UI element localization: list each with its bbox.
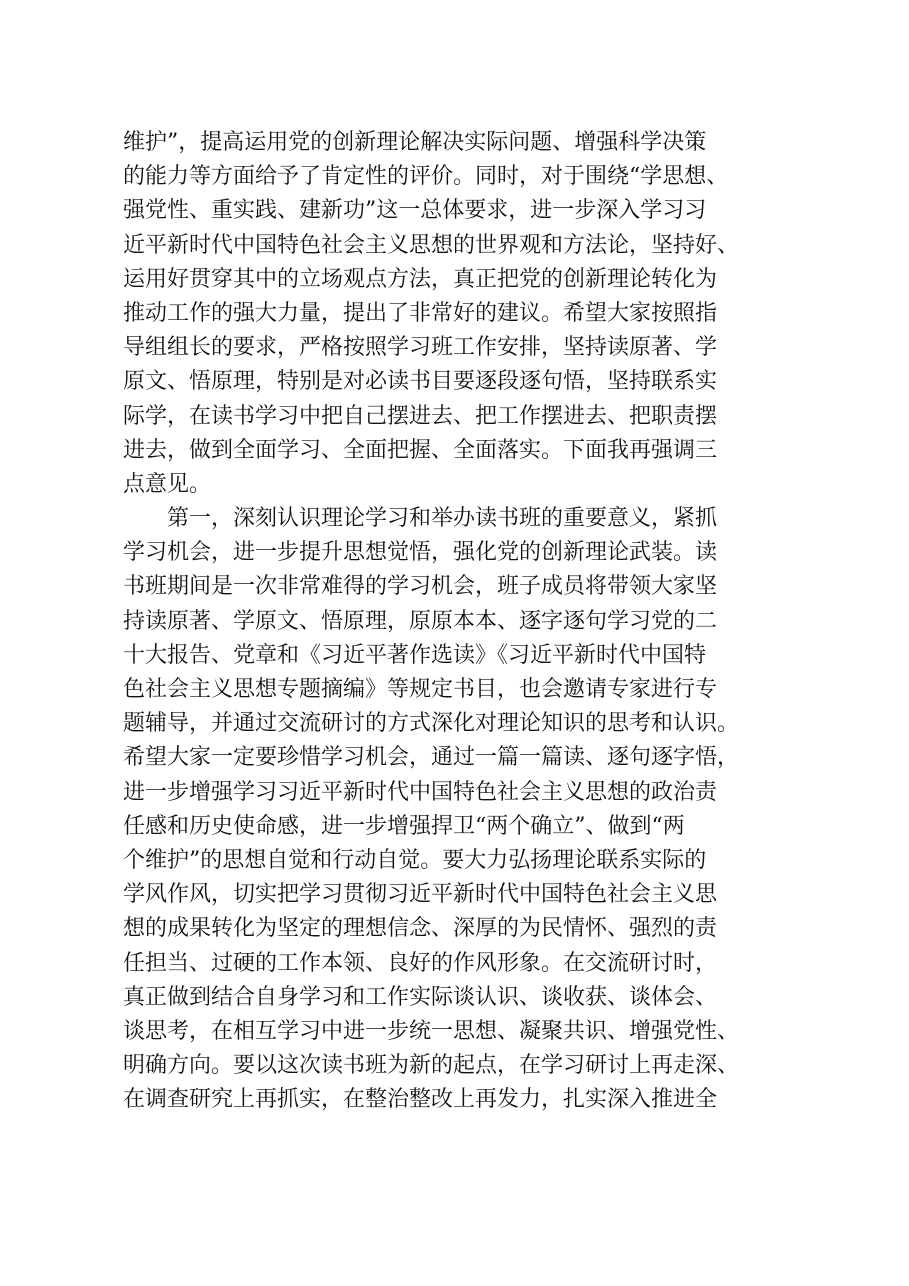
text-line: 原文、悟原理，特别是对必读书目要逐段逐句悟，坚持联系实 [123,369,718,395]
text-line: 维护”，提高运用党的创新理论解决实际问题、增强科学决策 [123,130,707,155]
text-line: 谈思考，在相互学习中进一步统一思想、凝聚共识、增强党性、 [123,1018,740,1044]
text-line: 在调查研究上再抓实，在整治整改上再发力，扎实深入推进全 [123,1087,718,1113]
text-line: 推动工作的强大力量，提出了非常好的建议。希望大家按照指 [123,300,718,326]
text-line: 书班期间是一次非常难得的学习机会，班子成员将带领大家坚 [123,574,718,600]
text-line: 色社会主义思想专题摘编》等规定书目，也会邀请专家进行专 [123,677,718,702]
text-line: 点意见。 [123,471,212,497]
text-line: 强党性、重实践、建新功”这一总体要求，进一步深入学习习 [123,198,707,224]
text-line: 的能力等方面给予了肯定性的评价。同时，对于围绕“学思想、 [123,164,729,190]
text-line: 任感和历史使命感，进一步增强捍卫“两个确立”、做到“两 [123,813,685,839]
body-text [123,126,823,1117]
text-line: 运用好贯穿其中的立场观点方法，真正把党的创新理论转化为 [123,266,718,292]
text-line: 学习机会，进一步提升思想觉悟，强化党的创新理论武装。读 [123,540,718,566]
text-line: 题辅导，并通过交流研讨的方式深化对理论知识的思考和认识。 [123,711,740,737]
text-line: 任担当、过硬的工作本领、良好的作风形象。在交流研讨时， [123,950,718,976]
text-line: 进一步增强学习习近平新时代中国特色社会主义思想的政治责 [123,779,718,805]
text-line: 持读原著、学原文、悟原理，原原本本、逐字逐句学习党的二 [123,608,718,634]
text-line: 个维护”的思想自觉和行动自觉。要大力弘扬理论联系实际的 [123,847,707,873]
text-line: 近平新时代中国特色社会主义思想的世界观和方法论，坚持好、 [123,232,740,258]
text-line: 希望大家一定要珍惜学习机会，通过一篇一篇读、逐句逐字悟， [123,745,740,771]
text-line: 进去，做到全面学习、全面把握、全面落实。下面我再强调三 [123,437,718,463]
text-line: 想的成果转化为坚定的理想信念、深厚的为民情怀、强烈的责 [123,916,718,942]
text-line: 明确方向。要以这次读书班为新的起点，在学习研讨上再走深、 [123,1053,740,1079]
text-line: 际学，在读书学习中把自己摆进去、把工作摆进去、把职责摆 [123,403,718,429]
text-line: 十大报告、党章和《习近平著作选读》《习近平新时代中国特 [123,642,707,668]
text-line: 真正做到结合自身学习和工作实际谈认识、谈收获、谈体会、 [123,984,718,1010]
paragraph-first-line: 第一，深刻认识理论学习和举办读书班的重要意义，紧抓 [167,506,718,532]
text-line: 导组组长的要求，严格按照学习班工作安排，坚持读原著、学 [123,335,718,361]
text-line: 学风作风，切实把学习贯彻习近平新时代中国特色社会主义思 [123,882,718,908]
